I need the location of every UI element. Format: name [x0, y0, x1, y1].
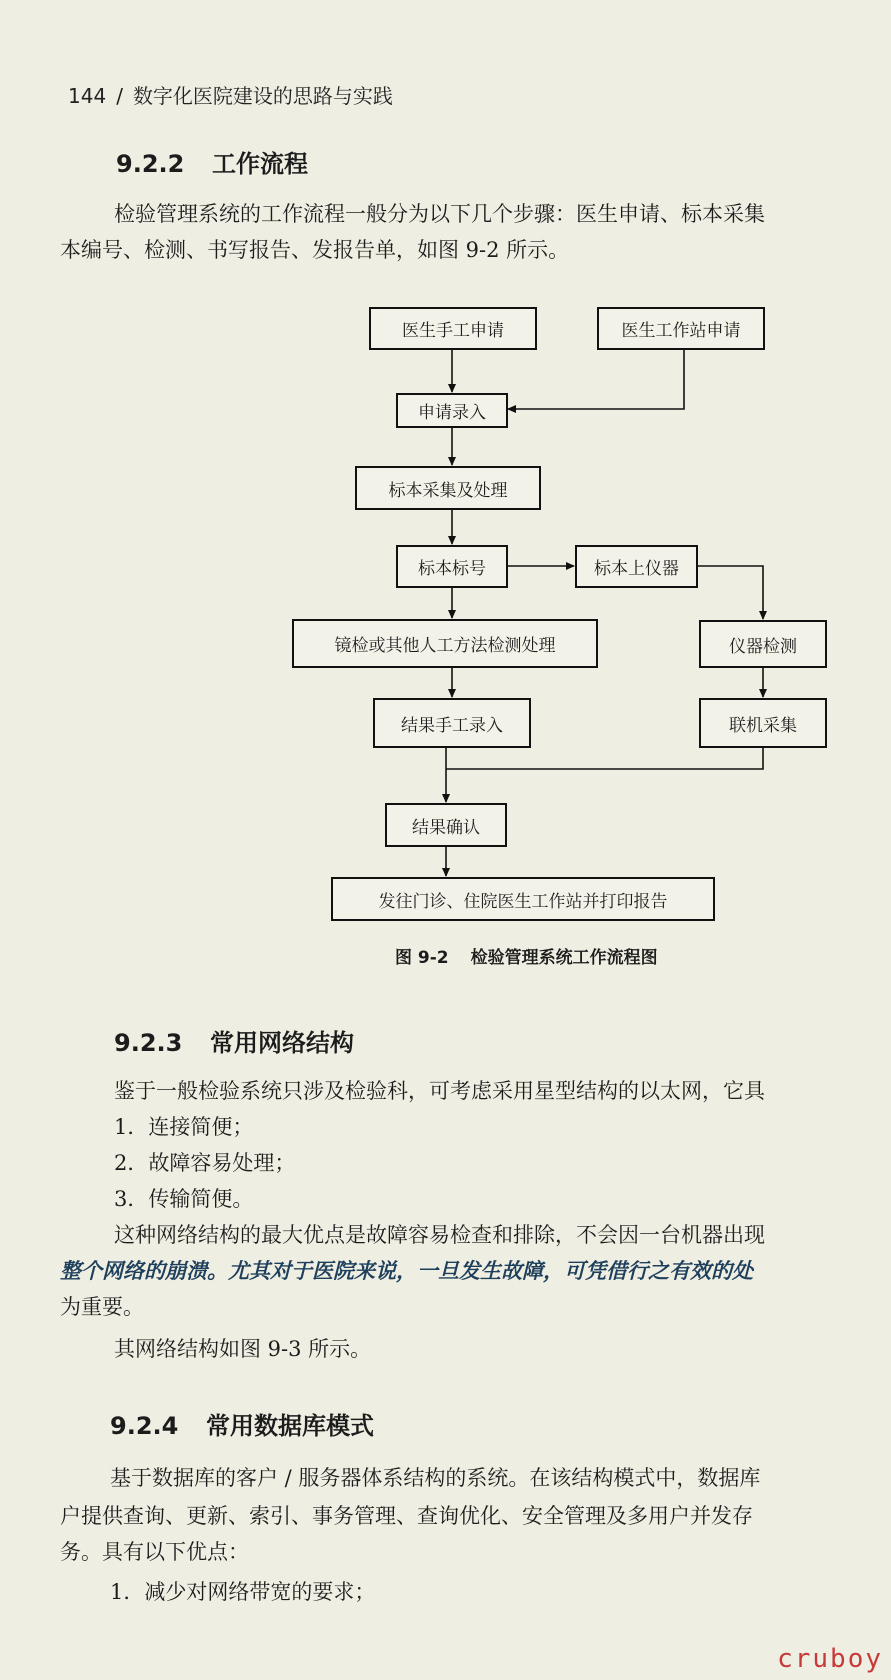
paragraph-line: 为重要。 — [60, 1295, 144, 1319]
node-specimen-to-instrument: 标本上仪器 — [575, 545, 698, 588]
node-manual-result-entry: 结果手工录入 — [373, 698, 531, 748]
paragraph-line: 务。具有以下优点： — [60, 1540, 249, 1564]
paragraph-line: 鉴于一般检验系统只涉及检验科，可考虑采用星型结构的以太网，它具 — [114, 1079, 765, 1103]
list-item: 3．传输简便。 — [114, 1187, 254, 1211]
node-online-collection: 联机采集 — [699, 698, 827, 748]
figure-caption — [395, 943, 658, 968]
section-title: 工作流程 — [212, 150, 308, 178]
figure-label: 图 9-2 — [395, 948, 449, 968]
arrow-instrument-to-detection — [698, 566, 763, 619]
arrow-workstation-to-entry — [508, 350, 684, 409]
node-dispatch-print: 发往门诊、住院医生工作站并打印报告 — [331, 877, 715, 921]
list-item: 1．连接简便； — [114, 1115, 254, 1139]
section-title: 常用网络结构 — [210, 1029, 354, 1057]
node-specimen-labeling: 标本标号 — [396, 545, 508, 588]
section-title: 常用数据库模式 — [206, 1412, 374, 1440]
book-title: 数字化医院建设的思路与实践 — [132, 84, 393, 108]
node-instrument-detection: 仪器检测 — [699, 620, 827, 668]
section-number: 9.2.3 — [114, 1029, 183, 1057]
paragraph-line: 这种网络结构的最大优点是故障容易检查和排除，不会因一台机器出现 — [114, 1223, 765, 1247]
paragraph-line: 检验管理系统的工作流程一般分为以下几个步骤：医生申请、标本采集 — [114, 202, 765, 226]
paragraph-line: 其网络结构如图 9-3 所示。 — [114, 1337, 372, 1361]
node-specimen-collection: 标本采集及处理 — [355, 466, 541, 510]
section-9-2-3-heading — [114, 1023, 354, 1058]
figure-title: 检验管理系统工作流程图 — [470, 948, 658, 968]
header-separator: / — [116, 84, 123, 108]
paragraph-line: 户提供查询、更新、索引、事务管理、查询优化、安全管理及多用户并发存 — [60, 1504, 753, 1528]
page-number: 144 — [68, 84, 107, 108]
node-doctor-manual-request: 医生手工申请 — [369, 307, 537, 350]
section-9-2-4-heading — [110, 1406, 374, 1441]
node-result-confirmation: 结果确认 — [385, 803, 507, 847]
section-number: 9.2.4 — [110, 1412, 179, 1440]
paragraph-line-emphasis: 整个网络的崩溃。尤其对于医院来说，一旦发生故障，可凭借行之有效的处 — [60, 1258, 753, 1283]
arrow-online-to-merge — [446, 748, 763, 769]
node-request-entry: 申请录入 — [396, 393, 508, 428]
list-item: 1．减少对网络带宽的要求； — [110, 1580, 376, 1604]
list-item: 2．故障容易处理； — [114, 1151, 296, 1175]
section-number: 9.2.2 — [116, 150, 185, 178]
node-doctor-workstation-request: 医生工作站申请 — [597, 307, 765, 350]
watermark: cruboy — [777, 1644, 883, 1674]
paragraph-line: 本编号、检测、书写报告、发报告单，如图 9-2 所示。 — [60, 238, 570, 262]
paragraph-line: 基于数据库的客户 / 服务器体系结构的系统。在该结构模式中，数据库 — [110, 1466, 761, 1490]
node-manual-detection: 镜检或其他人工方法检测处理 — [292, 619, 598, 668]
